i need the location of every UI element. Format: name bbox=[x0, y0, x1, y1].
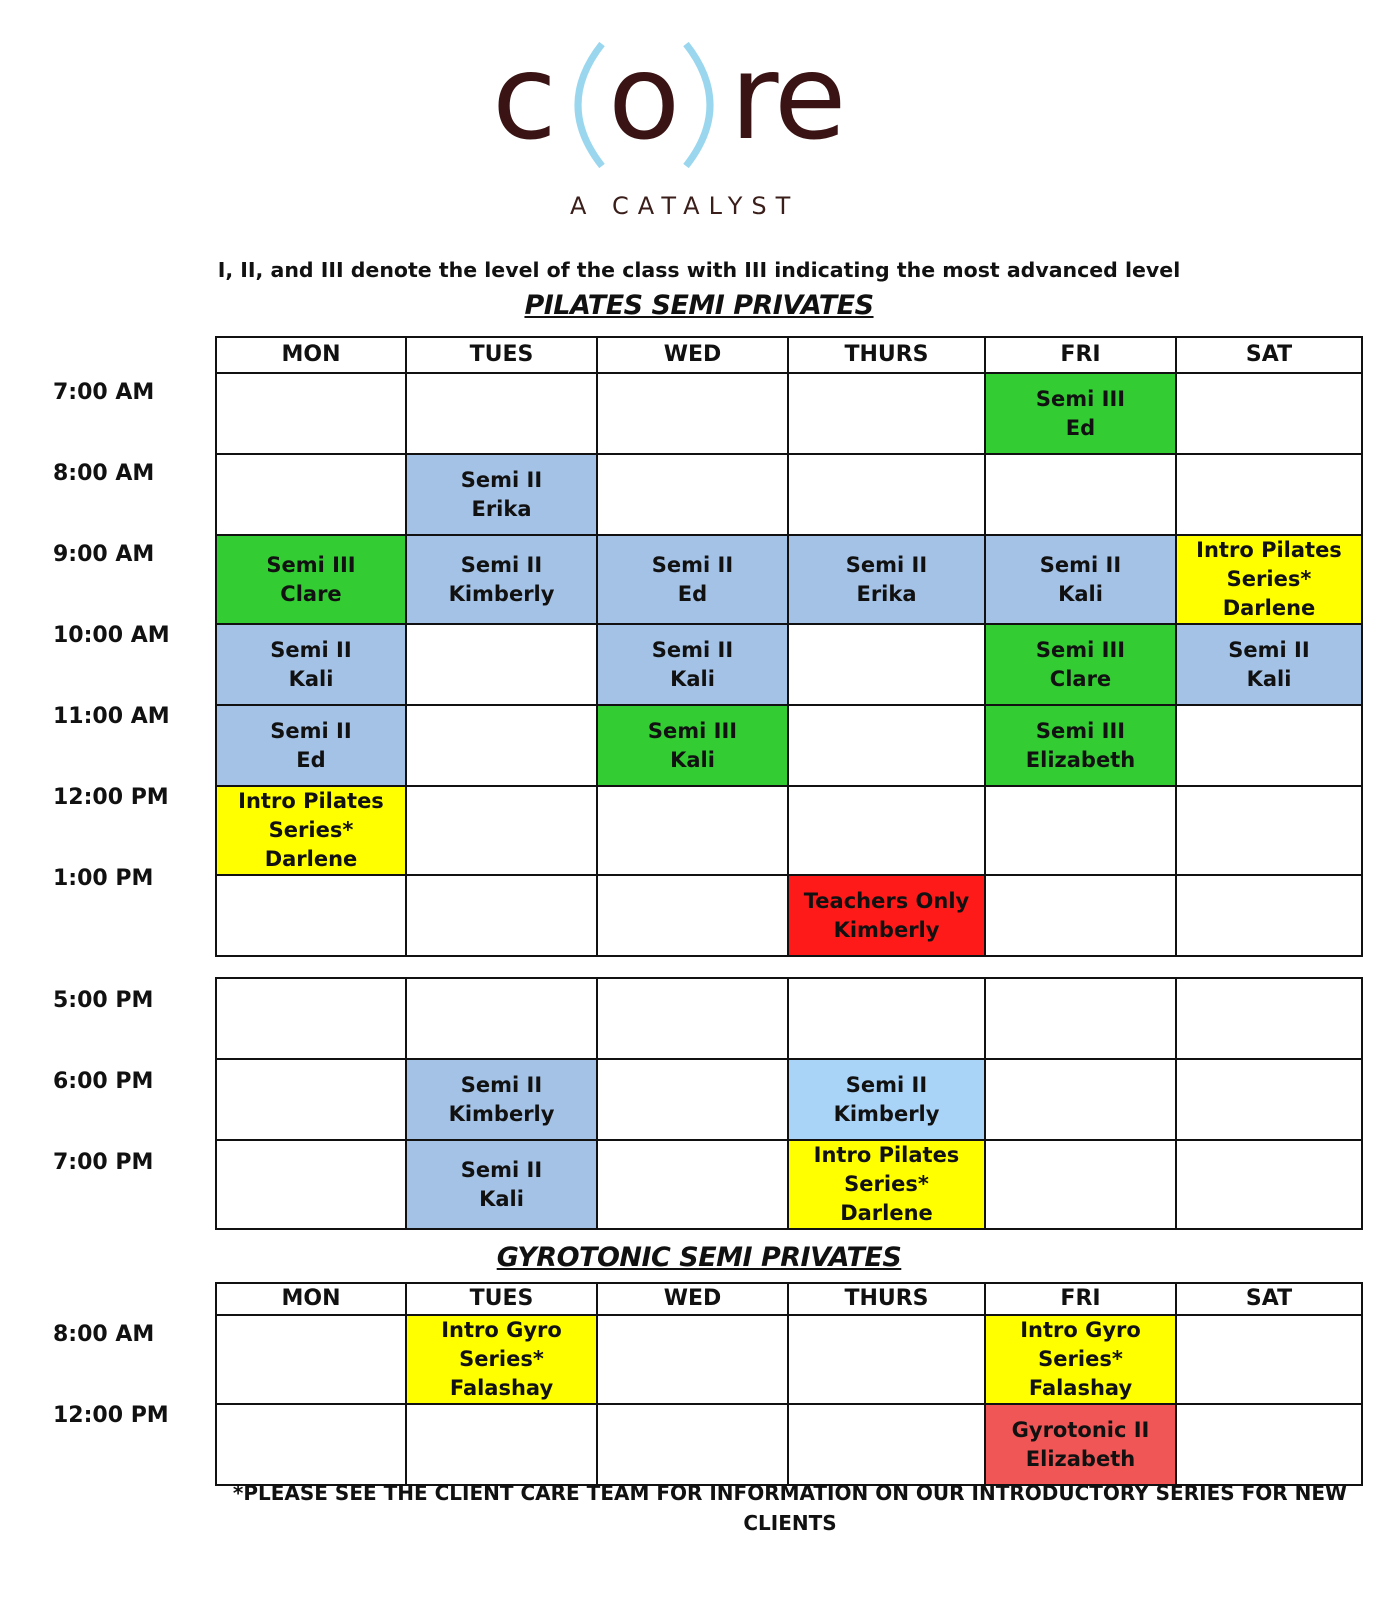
day-header: THURS bbox=[788, 337, 985, 373]
schedule-row bbox=[216, 875, 1362, 956]
day-header: THURS bbox=[788, 1283, 985, 1315]
core-logo bbox=[490, 30, 890, 180]
footer-note: *PLEASE SEE THE CLIENT CARE TEAM FOR INFORMATION ON OUR INTRODUCTORY SERIES FOR NEW CLIENTS bbox=[232, 1481, 1348, 1535]
class-slot bbox=[216, 454, 406, 535]
logo-text-o: o bbox=[608, 30, 681, 166]
class-slot bbox=[1176, 705, 1362, 786]
class-slot: Intro Gyro Series* Falashay bbox=[406, 1315, 597, 1404]
time-label: 6:00 PM bbox=[53, 1069, 154, 1094]
time-label: 7:00 PM bbox=[53, 1150, 154, 1175]
schedule-row bbox=[216, 373, 1362, 454]
schedule-row bbox=[216, 1315, 1362, 1404]
class-slot: Intro Pilates Series* Darlene bbox=[788, 1140, 985, 1229]
time-label: 8:00 AM bbox=[53, 1322, 155, 1347]
time-label: 5:00 PM bbox=[53, 988, 154, 1013]
class-slot: Intro Pilates Series* Darlene bbox=[216, 786, 406, 875]
schedule-row bbox=[216, 624, 1362, 705]
time-label: 11:00 AM bbox=[53, 704, 170, 729]
class-slot bbox=[788, 978, 985, 1059]
header-row bbox=[216, 337, 1362, 373]
class-slot bbox=[788, 454, 985, 535]
class-slot bbox=[1176, 786, 1362, 875]
class-slot: Semi II Erika bbox=[406, 454, 597, 535]
class-slot bbox=[216, 875, 406, 956]
logo-ring-right bbox=[686, 44, 710, 166]
pilates-morning-schedule bbox=[215, 336, 1363, 957]
class-slot bbox=[597, 1315, 788, 1404]
class-slot bbox=[216, 1404, 406, 1485]
class-slot bbox=[1176, 454, 1362, 535]
time-label: 12:00 PM bbox=[53, 785, 169, 810]
class-slot bbox=[216, 1140, 406, 1229]
class-slot bbox=[788, 1315, 985, 1404]
time-label: 7:00 AM bbox=[53, 380, 155, 405]
class-slot bbox=[216, 1059, 406, 1140]
pilates-title: PILATES SEMI PRIVATES bbox=[524, 290, 874, 321]
class-slot bbox=[1176, 1140, 1362, 1229]
class-slot bbox=[788, 786, 985, 875]
class-slot bbox=[788, 705, 985, 786]
schedule-row bbox=[216, 454, 1362, 535]
time-label: 8:00 AM bbox=[53, 461, 155, 486]
class-slot bbox=[985, 1140, 1176, 1229]
class-slot: Semi III Clare bbox=[985, 624, 1176, 705]
class-slot bbox=[788, 1404, 985, 1485]
class-slot bbox=[985, 978, 1176, 1059]
class-slot bbox=[985, 875, 1176, 956]
class-slot bbox=[216, 1315, 406, 1404]
class-slot: Semi II Kali bbox=[216, 624, 406, 705]
class-slot: Semi II Erika bbox=[788, 535, 985, 624]
class-slot bbox=[597, 373, 788, 454]
gyrotonic-schedule bbox=[215, 1282, 1363, 1486]
class-slot: Semi II Ed bbox=[216, 705, 406, 786]
schedule-row bbox=[216, 1059, 1362, 1140]
time-label: 12:00 PM bbox=[53, 1403, 169, 1428]
class-slot bbox=[216, 978, 406, 1059]
class-slot bbox=[597, 786, 788, 875]
class-slot bbox=[597, 1059, 788, 1140]
class-slot: Semi II Kimberly bbox=[406, 535, 597, 624]
class-slot: Teachers Only Kimberly bbox=[788, 875, 985, 956]
class-slot: Semi II Kimberly bbox=[788, 1059, 985, 1140]
class-slot bbox=[597, 978, 788, 1059]
class-slot: Semi III Elizabeth bbox=[985, 705, 1176, 786]
class-slot: Semi II Kali bbox=[406, 1140, 597, 1229]
logo-text-re: re bbox=[730, 30, 845, 166]
day-header: WED bbox=[597, 337, 788, 373]
header-row bbox=[216, 1283, 1362, 1315]
class-slot bbox=[788, 624, 985, 705]
class-slot bbox=[406, 1404, 597, 1485]
class-slot bbox=[406, 978, 597, 1059]
schedule-row bbox=[216, 978, 1362, 1059]
class-slot bbox=[985, 454, 1176, 535]
class-slot bbox=[406, 624, 597, 705]
day-header: MON bbox=[216, 1283, 406, 1315]
gyrotonic-title: GYROTONIC SEMI PRIVATES bbox=[496, 1242, 902, 1273]
class-slot bbox=[788, 373, 985, 454]
schedule-row bbox=[216, 1404, 1362, 1485]
schedule-row bbox=[216, 705, 1362, 786]
class-slot: Semi II Kali bbox=[1176, 624, 1362, 705]
class-slot: Semi II Ed bbox=[597, 535, 788, 624]
class-slot bbox=[406, 786, 597, 875]
pilates-evening-schedule bbox=[215, 977, 1363, 1230]
class-slot bbox=[1176, 1315, 1362, 1404]
class-slot bbox=[985, 1059, 1176, 1140]
class-slot: Semi II Kali bbox=[985, 535, 1176, 624]
class-slot: Semi II Kali bbox=[597, 624, 788, 705]
time-label: 1:00 PM bbox=[53, 866, 154, 891]
class-slot bbox=[597, 1140, 788, 1229]
class-slot bbox=[597, 1404, 788, 1485]
day-header: MON bbox=[216, 337, 406, 373]
class-slot: Gyrotonic II Elizabeth bbox=[985, 1404, 1176, 1485]
day-header: TUES bbox=[406, 337, 597, 373]
class-slot bbox=[1176, 875, 1362, 956]
class-slot bbox=[597, 875, 788, 956]
class-slot: Semi III Ed bbox=[985, 373, 1176, 454]
day-header: FRI bbox=[985, 337, 1176, 373]
class-slot: Semi III Kali bbox=[597, 705, 788, 786]
class-slot bbox=[1176, 1059, 1362, 1140]
schedule-row bbox=[216, 1140, 1362, 1229]
day-header: SAT bbox=[1176, 1283, 1362, 1315]
class-slot: Intro Gyro Series* Falashay bbox=[985, 1315, 1176, 1404]
class-slot bbox=[985, 786, 1176, 875]
class-slot bbox=[216, 373, 406, 454]
logo-tagline: A CATALYST bbox=[570, 192, 800, 220]
class-slot: Intro Pilates Series* Darlene bbox=[1176, 535, 1362, 624]
day-header: TUES bbox=[406, 1283, 597, 1315]
class-slot bbox=[406, 705, 597, 786]
time-label: 10:00 AM bbox=[53, 623, 170, 648]
class-slot bbox=[406, 875, 597, 956]
day-header: WED bbox=[597, 1283, 788, 1315]
time-label: 9:00 AM bbox=[53, 542, 155, 567]
class-slot: Semi III Clare bbox=[216, 535, 406, 624]
class-slot bbox=[597, 454, 788, 535]
level-note: I, II, and III denote the level of the class with III indicating the most advanced level bbox=[217, 258, 1181, 282]
class-slot bbox=[406, 373, 597, 454]
class-slot: Semi II Kimberly bbox=[406, 1059, 597, 1140]
logo-ring-left bbox=[578, 44, 602, 166]
day-header: FRI bbox=[985, 1283, 1176, 1315]
day-header: SAT bbox=[1176, 337, 1362, 373]
class-slot bbox=[1176, 1404, 1362, 1485]
class-slot bbox=[1176, 373, 1362, 454]
class-slot bbox=[1176, 978, 1362, 1059]
schedule-row bbox=[216, 786, 1362, 875]
logo-text-c: c bbox=[492, 30, 555, 166]
schedule-row bbox=[216, 535, 1362, 624]
